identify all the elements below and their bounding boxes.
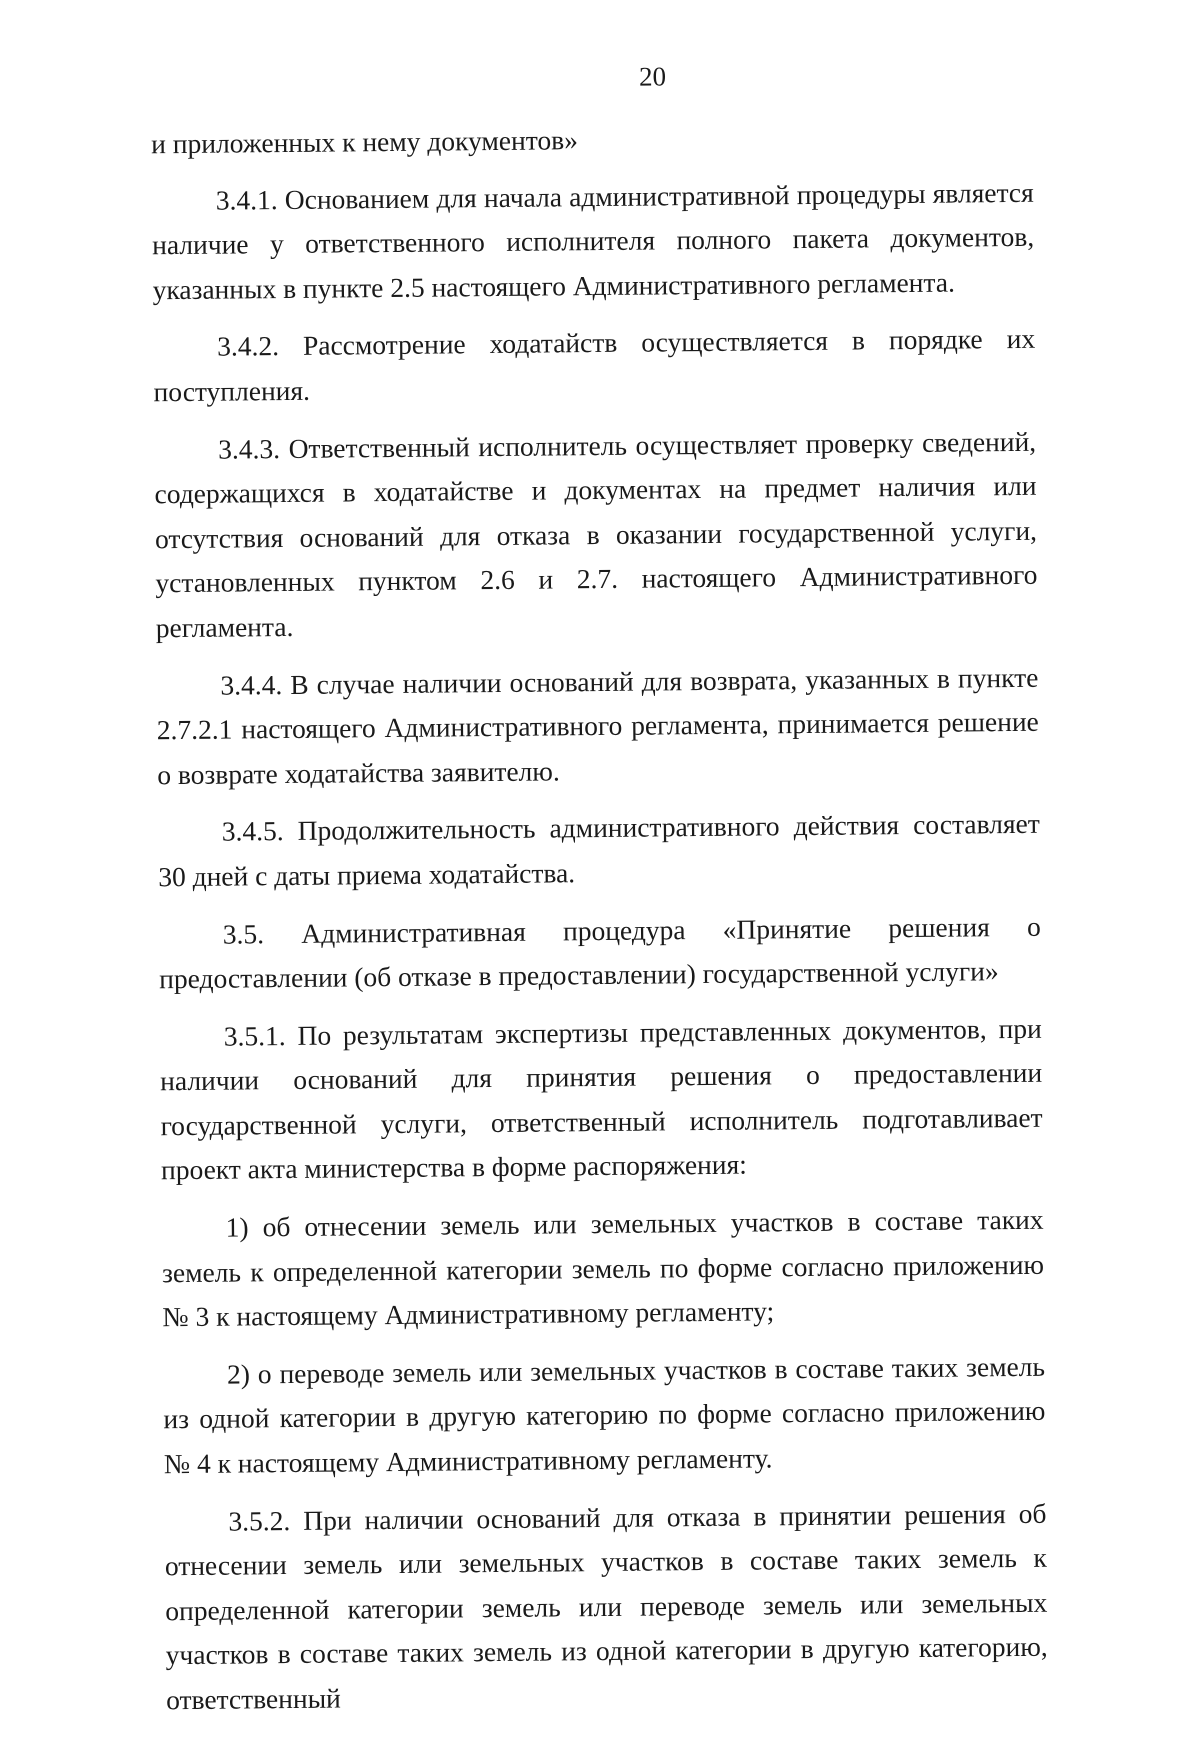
page-number: 20 [638, 61, 667, 92]
paragraph-3-4-2: 3.4.2. Рассмотрение ходатайств осуществляется в порядке их поступления. [153, 323, 1036, 408]
paragraph-3-5-1: 3.5.1. По результатам экспертизы представленных документов, при наличии оснований для принятия решения о предоставлении государственной услуги, ответственный исполнитель подготавливает проект акта министерства в форме распоряжения: [160, 1012, 1043, 1186]
section-heading-3-5: 3.5. Административная процедура «Принятие решения о предоставлении (об отказе в предоставлении) государственной услуги» [159, 910, 1041, 995]
paragraph-3-4-4: 3.4.4. В случае наличии оснований для возврата, указанных в пункте 2.7.2.1 настоящего Административного регламента, принимается решение о возврате ходатайства заявителю. [156, 661, 1039, 790]
paragraph-3-5-2: 3.5.2. При наличии оснований для отказа в принятии решения об отнесении земель или земельных участков в составе таких земель к определенной категории земель или переводе земель или земельных участков в составе таких земель из одной категории в другую категорию, ответственный [164, 1497, 1048, 1716]
list-item-1: 1) об отнесении земель или земельных участков в составе таких земель к определенной категории земель по форме согласно приложению № 3 к настоящему Административному регламенту; [161, 1203, 1045, 1333]
list-item-2: 2) о переводе земель или земельных участков в составе таких земель из одной категории в другую категорию по форме согласно приложению № 4 к настоящему Административному регламенту. [163, 1350, 1046, 1480]
document-body [151, 114, 1048, 1736]
paragraph-3-4-3: 3.4.3. Ответственный исполнитель осуществляет проверку сведений, содержащихся в ходатайстве и документах на предмет наличия или отсутствия оснований для отказа в оказании государственной услуги, установленных пунктом 2.6 и 2.7. настоящего Административного регламента. [154, 425, 1038, 644]
paragraph-3-4-5: 3.4.5. Продолжительность административного действия составляет 30 дней с даты приема ходатайства. [158, 808, 1040, 893]
paragraph-continuation: и приложенных к нему документов» [151, 124, 579, 160]
paragraph-3-4-1: 3.4.1. Основанием для начала административной процедуры является наличие у ответственного исполнителя полного пакета документов, указанных в пункте 2.5 настоящего Административного регламента. [152, 176, 1035, 306]
